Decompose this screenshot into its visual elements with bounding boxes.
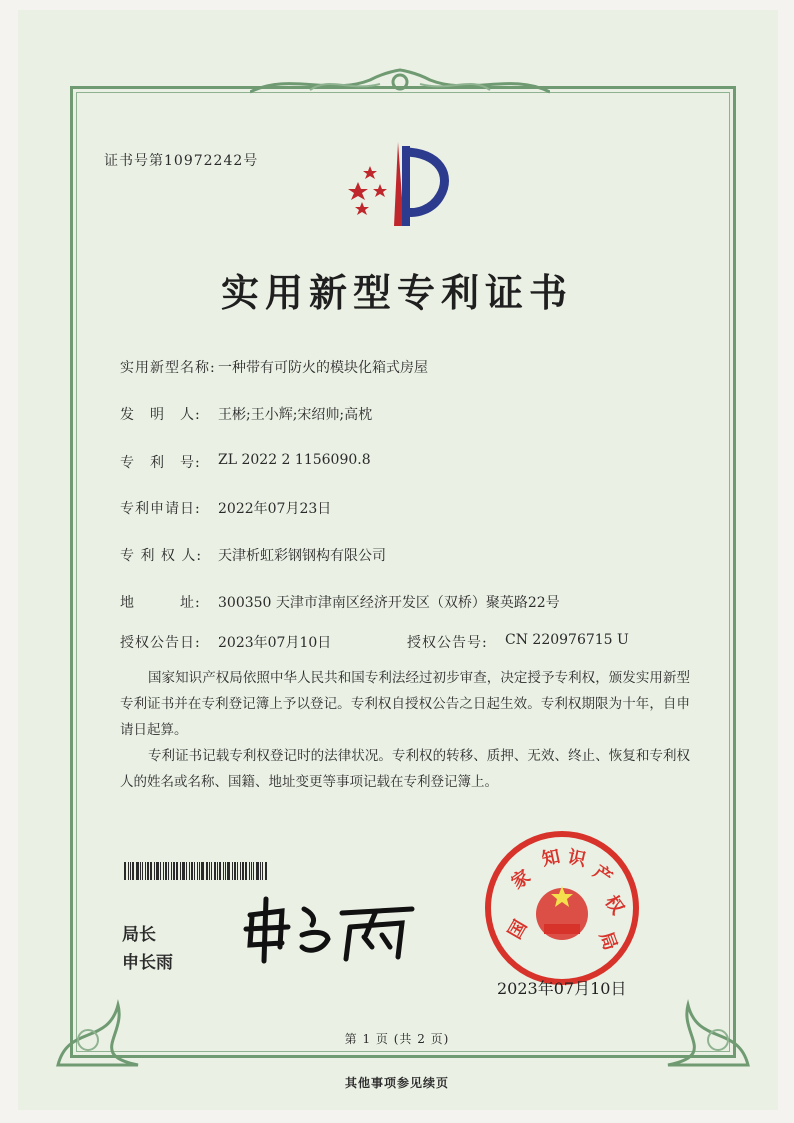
- barcode-bar: [260, 862, 261, 880]
- barcode-bar: [165, 862, 167, 880]
- svg-text:产: 产: [589, 861, 616, 889]
- field-label-address: 地 址:: [120, 595, 201, 611]
- field-value-name: 一种带有可防火的模块化箱式房屋: [218, 360, 428, 376]
- field-label-grant-date: 授权公告日:: [120, 635, 201, 651]
- field-value-announcement-number: CN 220976715 U: [505, 632, 629, 648]
- barcode-bar: [136, 862, 139, 880]
- barcode-bar: [168, 862, 169, 880]
- page-number: 第 1 页 (共 2 页): [344, 1032, 450, 1046]
- barcode-bar: [225, 862, 226, 880]
- barcode-bar: [245, 862, 247, 880]
- barcode-bar: [256, 862, 259, 880]
- barcode-bar: [197, 862, 198, 880]
- field-label-name: 实用新型名称:: [120, 360, 216, 376]
- field-value-grant-date: 2023年07月10日: [218, 635, 332, 651]
- seal-date: 2023年07月10日: [497, 979, 627, 998]
- barcode-bar: [253, 862, 254, 880]
- barcode-bar: [182, 862, 185, 880]
- footer-note: 其他事项参见续页: [344, 1076, 449, 1090]
- barcode-bar: [251, 862, 252, 880]
- barcode-bar: [209, 862, 210, 880]
- barcode-bar: [191, 862, 193, 880]
- barcode-bar: [145, 862, 146, 880]
- barcode-bar: [176, 862, 178, 880]
- field-value-inventors: 王彬;王小辉;宋绍帅;高枕: [218, 407, 373, 423]
- signatory-role: 局长: [122, 925, 156, 945]
- svg-text:识: 识: [565, 846, 588, 871]
- field-label-patent-number: 专 利 号:: [120, 455, 201, 471]
- barcode-bar: [171, 862, 172, 880]
- certificate-number: 证书号第10972242号: [104, 153, 259, 169]
- barcode-bar: [128, 862, 129, 880]
- barcode-bar: [186, 862, 187, 880]
- field-value-filing-date: 2022年07月23日: [218, 501, 332, 517]
- field-value-patentee: 天津析虹彩钢钢构有限公司: [218, 548, 386, 564]
- svg-text:局: 局: [594, 929, 621, 954]
- barcode-bar: [199, 862, 200, 880]
- top-ornament: [250, 66, 550, 104]
- barcode-bar: [189, 862, 190, 880]
- barcode-bar: [265, 862, 267, 880]
- barcode-bar: [163, 862, 164, 880]
- barcode-bar: [124, 862, 126, 880]
- barcode-bar: [237, 862, 238, 880]
- barcode-bar: [142, 862, 143, 880]
- barcode-bar: [194, 862, 195, 880]
- barcode-bar: [234, 862, 236, 880]
- barcode-bar: [214, 862, 216, 880]
- barcode-bar: [219, 862, 221, 880]
- field-label-filing-date: 专利申请日:: [120, 501, 201, 517]
- barcode-bar: [227, 862, 230, 880]
- barcode-bar: [211, 862, 212, 880]
- barcode-bar: [201, 862, 204, 880]
- certificate-title: 实用新型专利证书: [220, 270, 573, 315]
- barcode-bar: [156, 862, 159, 880]
- field-label-announcement-number: 授权公告号:: [407, 635, 488, 651]
- statement-paragraph-2: 专利证书记载专利权登记时的法律状况。专利权的转移、质押、无效、终止、恢复和专利权人的姓名或名称、国籍、地址变更等事项记载在专利登记簿上。: [120, 748, 690, 790]
- statement-paragraph-1: 国家知识产权局依照中华人民共和国专利法经过初步审查，决定授予专利权，颁发实用新型专利证书并在专利登记簿上予以登记。专利权自授权公告之日起生效。专利权期限为十年，自申请日起算。: [120, 670, 690, 738]
- signatory-name: 申长雨: [122, 953, 173, 973]
- barcode-bar: [223, 862, 224, 880]
- barcode-bar: [147, 862, 149, 880]
- barcode-bar: [242, 862, 244, 880]
- barcode-bar: [140, 862, 141, 880]
- svg-text:国: 国: [504, 916, 532, 943]
- barcode: [124, 862, 336, 880]
- barcode-bar: [150, 862, 152, 880]
- handwritten-signature: [242, 895, 422, 965]
- svg-text:家: 家: [507, 866, 535, 894]
- field-label-patentee: 专 利 权 人:: [120, 548, 203, 564]
- barcode-bar: [206, 862, 208, 880]
- field-value-address: 300350 天津市津南区经济开发区（双桥）聚英路22号: [218, 595, 560, 611]
- field-label-inventors: 发 明 人:: [120, 407, 201, 423]
- barcode-bar: [132, 862, 134, 880]
- barcode-bar: [130, 862, 131, 880]
- barcode-bar: [180, 862, 181, 880]
- field-value-patent-number: ZL 2022 2 1156090.8: [218, 452, 371, 468]
- barcode-bar: [249, 862, 250, 880]
- svg-text:知: 知: [540, 846, 563, 871]
- patent-office-logo-icon: [340, 136, 460, 236]
- svg-text:权: 权: [600, 891, 628, 919]
- barcode-bar: [262, 862, 263, 880]
- official-seal: [482, 828, 642, 988]
- barcode-bar: [240, 862, 241, 880]
- barcode-bar: [160, 862, 161, 880]
- barcode-bar: [217, 862, 218, 880]
- barcode-bar: [154, 862, 155, 880]
- barcode-bar: [232, 862, 233, 880]
- barcode-bar: [173, 862, 175, 880]
